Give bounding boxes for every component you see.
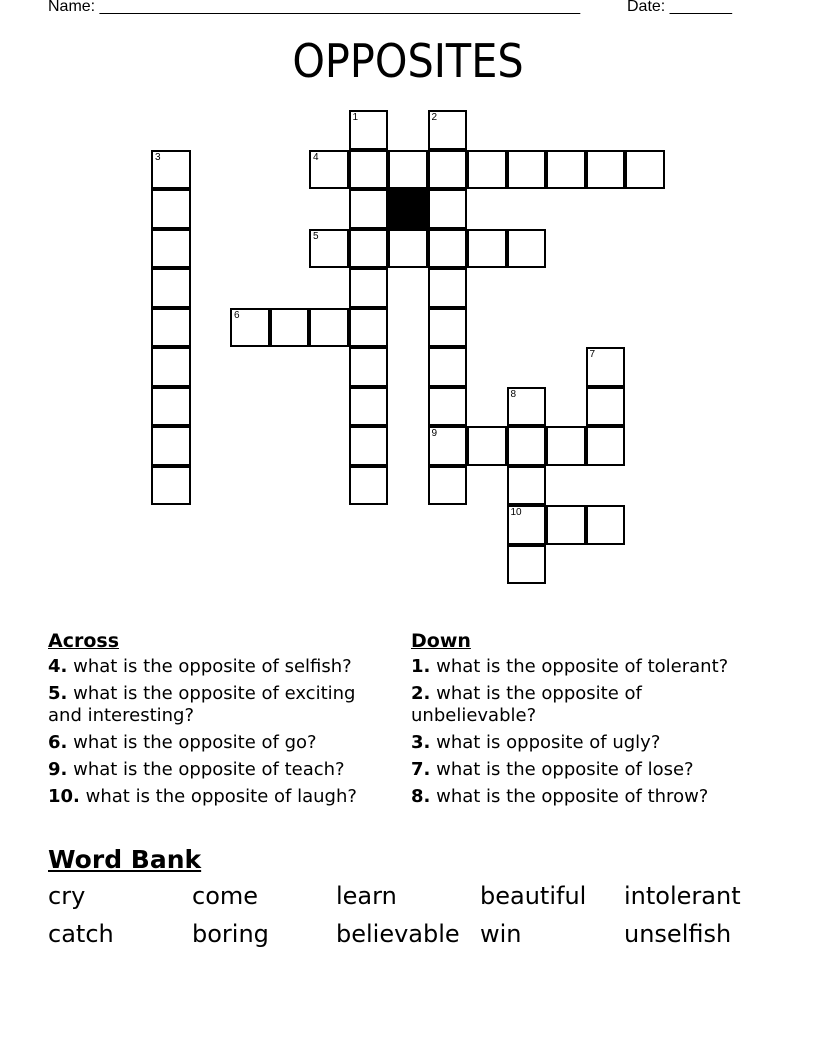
grid-cell[interactable] <box>349 110 389 150</box>
clue-number: 3 <box>155 151 161 163</box>
clue-item <box>411 759 771 781</box>
grid-cell[interactable] <box>349 347 389 387</box>
clue-number: 10 <box>510 507 522 518</box>
grid-cell[interactable] <box>230 308 270 348</box>
grid-cell[interactable] <box>151 229 191 269</box>
grid-cell[interactable] <box>507 426 547 466</box>
grid-cell[interactable] <box>428 387 468 427</box>
grid-cell[interactable] <box>467 150 507 190</box>
word-bank-title: Word Bank <box>48 845 202 874</box>
grid-cell[interactable] <box>428 347 468 387</box>
grid-cell[interactable] <box>428 466 468 506</box>
across-heading: Across <box>48 630 120 652</box>
grid-cell[interactable] <box>428 426 468 466</box>
clue-text: what is opposite of ugly? <box>436 732 661 753</box>
word-bank-item: beautiful <box>480 882 587 910</box>
grid-cell[interactable] <box>151 466 191 506</box>
grid-cell[interactable] <box>546 505 586 545</box>
word-bank-item: intolerant <box>624 882 741 910</box>
grid-cell[interactable] <box>309 229 349 269</box>
across-clues <box>48 630 393 813</box>
clue-item <box>48 656 393 678</box>
grid-cell[interactable] <box>270 308 310 348</box>
grid-cell[interactable] <box>428 268 468 308</box>
grid-cell[interactable] <box>625 150 665 190</box>
clue-number: 8 <box>510 388 517 400</box>
word-bank-item: learn <box>336 882 397 910</box>
clue-item <box>48 683 393 727</box>
grid-cell[interactable] <box>388 229 428 269</box>
word-bank-item: boring <box>192 920 269 948</box>
clue-item <box>411 656 771 678</box>
clue-number: 1 <box>352 112 359 123</box>
grid-cell[interactable] <box>151 347 191 387</box>
clue-number-label: 9. <box>48 759 68 780</box>
grid-cell[interactable] <box>428 150 468 190</box>
grid-cell[interactable] <box>349 150 389 190</box>
clue-item <box>48 759 393 781</box>
grid-cell[interactable] <box>349 268 389 308</box>
clue-number: 5 <box>313 230 319 242</box>
clue-number-label: 8. <box>411 786 431 807</box>
clue-text: what is the opposite of go? <box>73 732 317 753</box>
word-bank-item: believable <box>336 920 460 948</box>
clue-number: 2 <box>431 112 438 123</box>
grid-cell[interactable] <box>546 426 586 466</box>
grid-cell[interactable] <box>507 505 547 545</box>
grid-cell[interactable] <box>586 387 626 427</box>
clue-number-label: 4. <box>48 656 68 677</box>
clue-text: what is the opposite of selfish? <box>73 656 352 677</box>
clue-number: 7 <box>589 349 596 360</box>
word-bank-item: win <box>480 920 522 948</box>
clue-item <box>48 732 393 754</box>
grid-cell[interactable] <box>586 347 626 387</box>
clue-number-label: 6. <box>48 732 68 753</box>
grid-cell[interactable] <box>151 426 191 466</box>
grid-cell[interactable] <box>467 426 507 466</box>
grid-cell[interactable] <box>349 229 389 269</box>
grid-cell[interactable] <box>349 189 389 229</box>
grid-cell[interactable] <box>428 229 468 269</box>
clue-number-label: 3. <box>411 732 431 753</box>
date-field: Date: _______ <box>627 0 732 15</box>
clue-number: 4 <box>313 151 319 163</box>
grid-cell[interactable] <box>349 466 389 506</box>
grid-cell[interactable] <box>309 150 349 190</box>
grid-cell[interactable] <box>428 308 468 348</box>
grid-cell[interactable] <box>151 189 191 229</box>
grid-cell[interactable] <box>151 150 191 190</box>
clue-text: what is the opposite of lose? <box>436 759 694 780</box>
grid-cell[interactable] <box>546 150 586 190</box>
grid-cell[interactable] <box>349 308 389 348</box>
word-bank-item: catch <box>48 920 114 948</box>
grid-cell[interactable] <box>151 268 191 308</box>
clue-text: what is the opposite of throw? <box>436 786 709 807</box>
clue-number-label: 2. <box>411 683 431 704</box>
clue-item <box>48 786 393 808</box>
clue-text: what is the opposite of laugh? <box>85 786 357 807</box>
clue-text: what is the opposite of exciting and interesting? <box>48 683 356 726</box>
word-bank-item: come <box>192 882 259 910</box>
grid-cell[interactable] <box>151 308 191 348</box>
clue-number-label: 10. <box>48 786 80 807</box>
down-heading: Down <box>411 630 471 652</box>
grid-cell-black <box>388 189 428 229</box>
clue-number: 9 <box>431 428 438 439</box>
grid-cell[interactable] <box>467 229 507 269</box>
grid-cell[interactable] <box>428 110 468 150</box>
grid-cell[interactable] <box>388 150 428 190</box>
grid-cell[interactable] <box>507 545 547 585</box>
word-bank-item: unselfish <box>624 920 732 948</box>
word-bank-item: cry <box>48 882 86 910</box>
grid-cell[interactable] <box>507 150 547 190</box>
grid-cell[interactable] <box>507 229 547 269</box>
grid-cell[interactable] <box>507 466 547 506</box>
clue-number: 6 <box>234 309 240 321</box>
clue-number-label: 5. <box>48 683 68 704</box>
clue-text: what is the opposite of tolerant? <box>436 656 729 677</box>
clue-item <box>411 683 771 727</box>
clue-text: what is the opposite of unbelievable? <box>411 683 642 726</box>
down-clues <box>411 630 771 813</box>
grid-cell[interactable] <box>586 426 626 466</box>
page-title: OPPOSITES <box>292 34 524 88</box>
clue-number-label: 7. <box>411 759 431 780</box>
clue-item <box>411 732 771 754</box>
grid-cell[interactable] <box>151 387 191 427</box>
clue-text: what is the opposite of teach? <box>73 759 345 780</box>
grid-cell[interactable] <box>507 387 547 427</box>
grid-cell[interactable] <box>586 505 626 545</box>
name-field: Name: ______________________________________________________ <box>48 0 581 15</box>
grid-cell[interactable] <box>586 150 626 190</box>
grid-cell[interactable] <box>309 308 349 348</box>
clue-item <box>411 786 771 808</box>
grid-cell[interactable] <box>349 387 389 427</box>
clue-number-label: 1. <box>411 656 431 677</box>
grid-cell[interactable] <box>428 189 468 229</box>
grid-cell[interactable] <box>349 426 389 466</box>
